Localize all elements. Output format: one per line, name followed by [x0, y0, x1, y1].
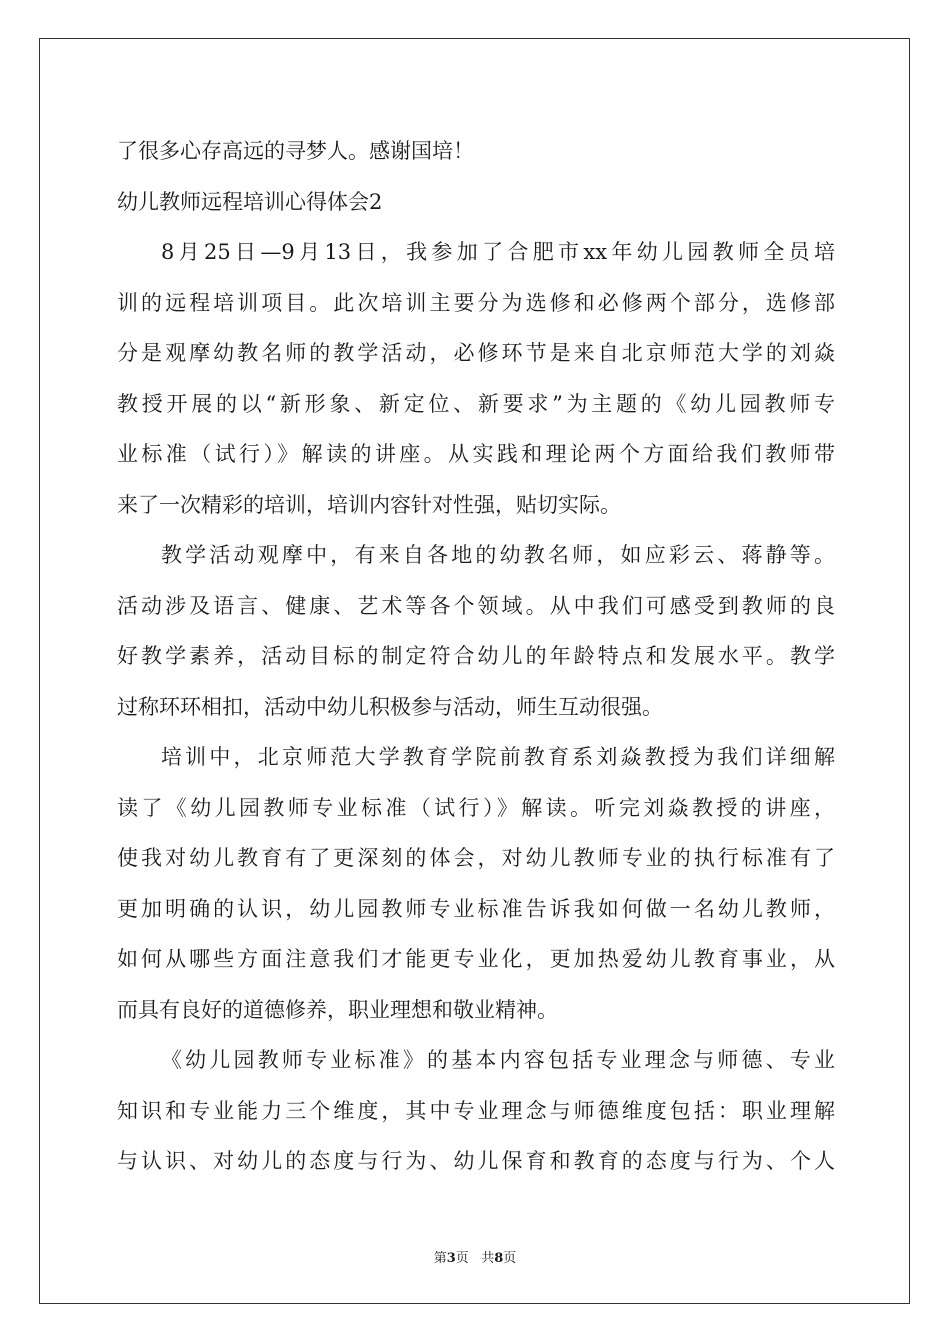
text-line: 8月25日—9月13日，我参加了合肥市xx年幼儿园教师全员培: [161, 240, 835, 264]
footer-total-suffix: 页: [503, 1251, 517, 1266]
text-line: 与认识、对幼儿的态度与行为、幼儿保育和教育的态度与行为、个人: [117, 1149, 835, 1173]
text-line: 活动涉及语言、健康、艺术等各个领域。从中我们可感受到教师的良: [117, 593, 835, 618]
text-line: 幼儿教师远程培训心得体会2: [117, 189, 383, 214]
text-line: 教授开展的以“新形象、新定位、新要求”为主题的《幼儿园教师专: [117, 391, 835, 416]
footer-total-prefix: 共: [481, 1251, 495, 1266]
text-line: 分是观摩幼教名师的教学活动，必修环节是来自北京师范大学的刘焱: [117, 341, 835, 365]
document-body: [117, 126, 835, 1187]
text-line: 使我对幼儿教育有了更深刻的体会，对幼儿教师专业的执行标准有了: [117, 846, 835, 870]
text-line: 知识和专业能力三个维度，其中专业理念与师德维度包括：职业理解: [117, 1098, 835, 1123]
text-line: 训的远程培训项目。此次培训主要分为选修和必修两个部分，选修部: [117, 290, 835, 315]
text-line: 如何从哪些方面注意我们才能更专业化，更加热爱幼儿教育事业，从: [117, 947, 835, 971]
text-line: 业标准（试行）》解读的讲座。从实践和理论两个方面给我们教师带: [117, 442, 835, 466]
footer-page-suffix: 页: [455, 1251, 469, 1266]
text-line: 培训中，北京师范大学教育学院前教育系刘焱教授为我们详细解: [161, 745, 835, 769]
footer-total-number: 8: [494, 1251, 504, 1266]
text-line: 来了一次精彩的培训，培训内容针对性强，贴切实际。: [117, 492, 621, 517]
page-footer: [0, 1247, 950, 1266]
text-line: 更加明确的认识，幼儿园教师专业标准告诉我如何做一名幼儿教师，: [117, 896, 835, 921]
text-line: 读了《幼儿园教师专业标准（试行）》解读。听完刘焱教授的讲座，: [117, 795, 835, 820]
text-line: 《幼儿园教师专业标准》的基本内容包括专业理念与师德、专业: [161, 1048, 835, 1072]
text-line: 教学活动观摩中，有来自各地的幼教名师，如应彩云、蒋静等。: [161, 543, 835, 567]
text-line: 了很多心存高远的寻梦人。感谢国培！: [117, 139, 474, 163]
footer-page-number: 3: [446, 1251, 456, 1266]
footer-page-prefix: 第: [433, 1251, 447, 1266]
text-line: 过称环环相扣，活动中幼儿积极参与活动，师生互动很强。: [117, 694, 663, 719]
text-line: 好教学素养，活动目标的制定符合幼儿的年龄特点和发展水平。教学: [117, 644, 835, 668]
text-line: 而具有良好的道德修养，职业理想和敬业精神。: [117, 997, 558, 1022]
